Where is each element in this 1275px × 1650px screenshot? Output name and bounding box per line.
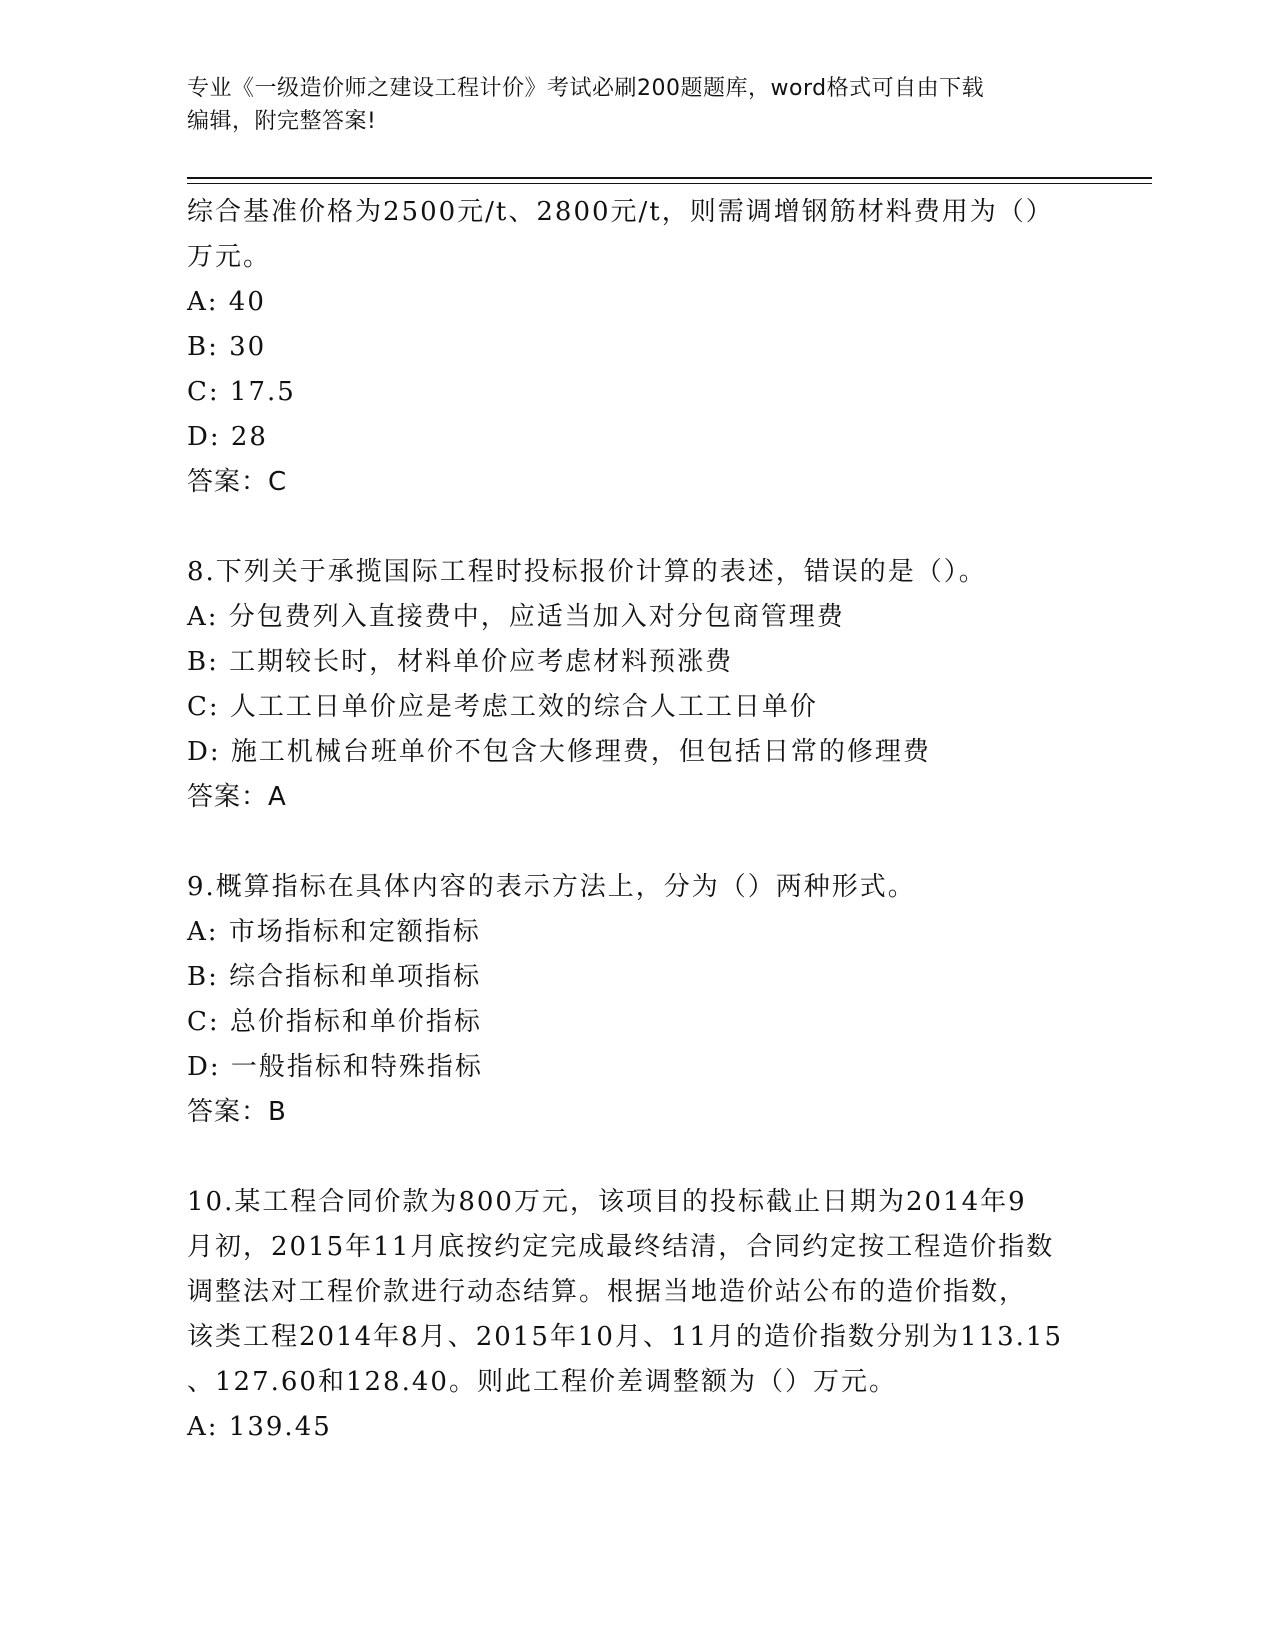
question-stem-line: 、127.60和128.40。则此工程价差调整额为（）万元。: [187, 1367, 897, 1397]
spacer: [187, 820, 1087, 865]
question-8: [187, 550, 1087, 820]
header-line-1: 专业《一级造价师之建设工程计价》考试必刷200题题库，word格式可自由下载: [187, 76, 985, 101]
question-stem-line: 该类工程2014年8月、2015年10月、11月的造价指数分别为113.15: [187, 1322, 1064, 1352]
spacer: [187, 1135, 1087, 1180]
option-c: C: 人工工日单价应是考虑工效的综合人工工日单价: [187, 692, 818, 722]
header-divider-thin: [187, 183, 1152, 184]
header-divider-thick: [187, 177, 1152, 179]
option-c: C: 17.5: [187, 377, 296, 407]
answer-line: 答案：C: [187, 467, 288, 497]
header-line-2: 编辑，附完整答案!: [187, 109, 377, 134]
option-a: A: 市场指标和定额指标: [187, 917, 481, 947]
option-b: B: 30: [187, 332, 267, 362]
question-stem-line: 调整法对工程价款进行动态结算。根据当地造价站公布的造价指数，: [187, 1277, 1028, 1307]
question-stem-line: 综合基准价格为2500元/t、2800元/t，则需调增钢筋材料费用为（）: [187, 197, 1054, 227]
option-d: D: 一般指标和特殊指标: [187, 1052, 483, 1082]
question-10: [187, 1180, 1087, 1450]
question-stem-line: 10.某工程合同价款为800万元，该项目的投标截止日期为2014年9: [187, 1187, 1027, 1217]
option-d: D: 施工机械台班单价不包含大修理费，但包括日常的修理费: [187, 737, 931, 767]
question-stem-line: 8.下列关于承揽国际工程时投标报价计算的表述，错误的是（）。: [187, 557, 987, 587]
question-9: [187, 865, 1087, 1135]
question-7: [187, 190, 1087, 505]
option-a: A: 139.45: [187, 1412, 332, 1442]
question-stem-line: 9.概算指标在具体内容的表示方法上，分为（）两种形式。: [187, 872, 916, 902]
option-c: C: 总价指标和单价指标: [187, 1007, 482, 1037]
option-b: B: 工期较长时，材料单价应考虑材料预涨费: [187, 647, 734, 677]
document-header: [187, 72, 1087, 138]
option-a: A: 分包费列入直接费中，应适当加入对分包商管理费: [187, 602, 845, 632]
question-stem-line: 月初，2015年11月底按约定完成最终结清，合同约定按工程造价指数: [187, 1232, 1055, 1262]
question-content: [187, 190, 1087, 1450]
option-b: B: 综合指标和单项指标: [187, 962, 482, 992]
question-stem-line: 万元。: [187, 242, 272, 272]
option-a: A: 40: [187, 287, 266, 317]
spacer: [187, 505, 1087, 550]
option-d: D: 28: [187, 422, 268, 452]
answer-line: 答案：B: [187, 1097, 287, 1127]
answer-line: 答案：A: [187, 782, 287, 812]
